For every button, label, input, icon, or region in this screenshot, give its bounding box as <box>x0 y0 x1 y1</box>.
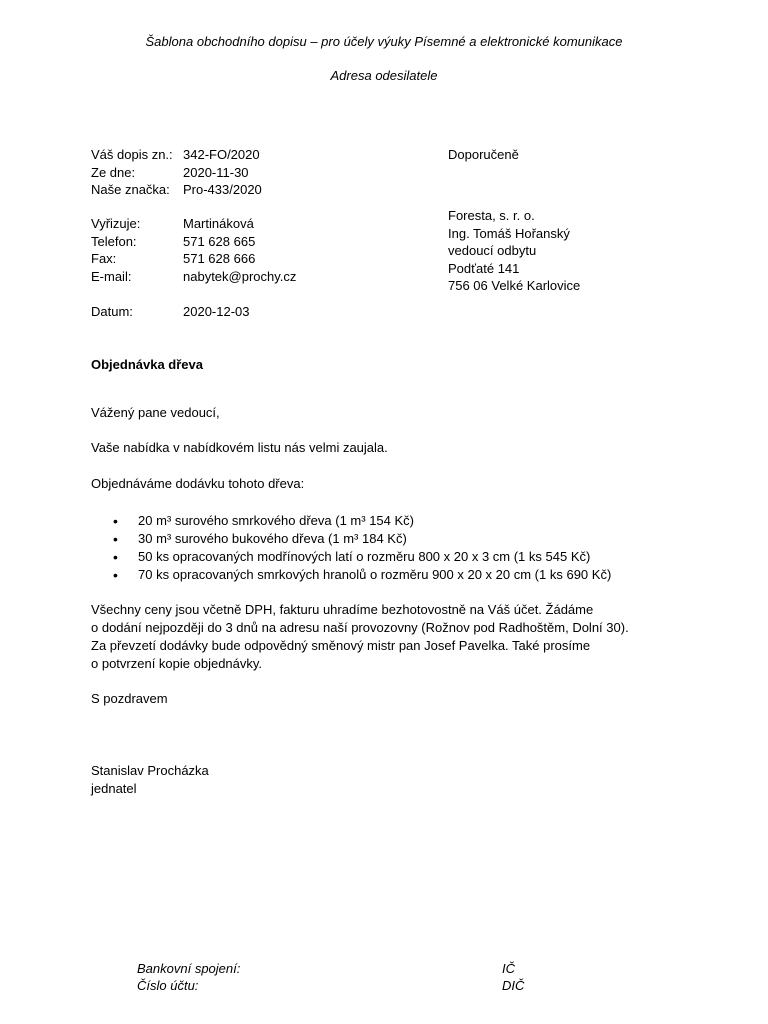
body-paragraph <box>91 601 629 673</box>
list-item: • 50 ks opracovaných modřínových latí o rozměru 800 x 20 x 3 cm (1 ks 545 Kč) <box>91 548 611 566</box>
body-line: o dodání nejpozději do 3 dnů na adresu naší provozovny (Rožnov pod Radhoštěm, Dolní 30). <box>91 620 629 635</box>
reference-value: 342-FO/2020 <box>183 147 260 162</box>
reference-row <box>91 181 391 199</box>
body-line: Za převzetí dodávky bude odpovědný směnový mistr pan Josef Pavelka. Také prosíme <box>91 638 591 653</box>
reference-row <box>91 146 391 164</box>
body-line: Všechny ceny jsou včetně DPH, fakturu uhradíme bezhotovostně na Váš účet. Žádáme <box>91 602 594 617</box>
closing: S pozdravem <box>91 691 168 706</box>
order-lead: Objednáváme dodávku tohoto dřeva: <box>91 476 305 491</box>
recipient-address <box>448 207 580 295</box>
account-label: Číslo účtu: <box>137 978 199 993</box>
date-label: Datum: <box>91 304 133 319</box>
list-item: • 20 m³ surového smrkového dřeva (1 m³ 154 Kč) <box>91 512 611 530</box>
delivery-note: Doporučeně <box>448 147 519 162</box>
signer-name: Stanislav Procházka <box>91 763 209 778</box>
recipient-city: 756 06 Velké Karlovice <box>448 278 581 293</box>
contact-block <box>91 215 391 285</box>
date-value: 2020-12-03 <box>183 304 250 319</box>
dic-label: DIČ <box>502 978 525 993</box>
contact-label: E-mail: <box>91 268 132 284</box>
contact-row <box>91 250 391 268</box>
contact-value: 571 628 666 <box>183 251 256 266</box>
contact-row <box>91 268 391 286</box>
reference-value: 2020-11-30 <box>183 164 249 180</box>
date-block <box>91 303 391 321</box>
letter-subject: Objednávka dřeva <box>91 357 203 372</box>
reference-row <box>91 164 391 182</box>
contact-value: 571 628 665 <box>183 233 256 249</box>
body-line: o potvrzení kopie objednávky. <box>91 656 263 671</box>
contact-label: Fax: <box>91 251 117 266</box>
recipient-street: Podťaté 141 <box>448 260 520 276</box>
sender-address: Adresa odesilatele <box>330 68 438 83</box>
contact-label: Telefon: <box>91 233 137 249</box>
recipient-role: vedoucí odbytu <box>448 243 537 258</box>
intro-paragraph: Vaše nabídka v nabídkovém listu nás velmi zaujala. <box>91 440 388 455</box>
reference-label: Váš dopis zn.: <box>91 147 173 162</box>
salutation: Vážený pane vedoucí, <box>91 405 220 420</box>
date-row <box>91 303 391 321</box>
recipient-company: Foresta, s. r. o. <box>448 208 535 223</box>
list-item: • 70 ks opracovaných smrkových hranolů o rozměru 900 x 20 x 20 cm (1 ks 690 Kč) <box>91 566 611 584</box>
reference-label: Naše značka: <box>91 182 170 197</box>
template-title: Šablona obchodního dopisu – pro účely výuky Písemné a elektronické komunikace <box>145 34 623 49</box>
reference-value: Pro-433/2020 <box>183 182 262 197</box>
list-item: • 30 m³ surového bukového dřeva (1 m³ 184 Kč) <box>91 530 611 548</box>
contact-label: Vyřizuje: <box>91 216 141 231</box>
contact-row <box>91 233 391 251</box>
bank-label: Bankovní spojení: <box>137 961 241 976</box>
contact-value: Martináková <box>183 216 254 231</box>
order-items-list <box>91 512 611 584</box>
recipient-person: Ing. Tomáš Hořanský <box>448 225 570 241</box>
signer-title: jednatel <box>91 781 137 796</box>
reference-label: Ze dne: <box>91 164 136 180</box>
contact-row <box>91 215 391 233</box>
email-value: nabytek@prochy.cz <box>183 268 297 284</box>
reference-block <box>91 146 391 199</box>
ico-label: IČ <box>502 961 515 976</box>
